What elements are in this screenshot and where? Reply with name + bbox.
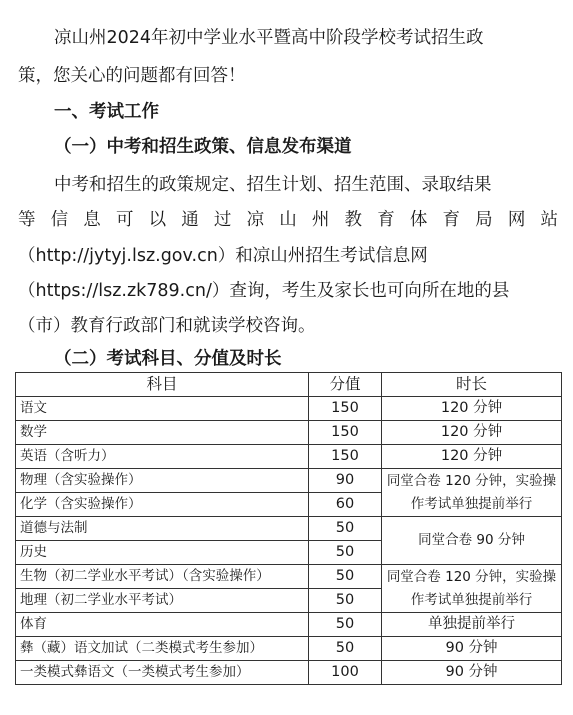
header-score: 分值 (309, 373, 382, 397)
table-row (16, 421, 562, 445)
subject-cell: 英语（含听力） (16, 445, 309, 469)
subject-cell: 道德与法制 (16, 517, 309, 541)
score-cell: 150 (309, 421, 382, 445)
header-subject: 科目 (16, 373, 309, 397)
score-cell: 60 (309, 493, 382, 517)
subject-cell: 一类模式彝语文（一类模式考生参加） (16, 661, 309, 685)
table-row (16, 661, 562, 685)
subject-cell: 历史 (16, 541, 309, 565)
score-cell: 150 (309, 397, 382, 421)
table-header-row (16, 373, 562, 397)
duration-cell: 单独提前举行 (382, 613, 562, 637)
score-cell: 50 (309, 589, 382, 613)
score-cell: 50 (309, 565, 382, 589)
subsection-heading-2: （二）考试科目、分值及时长 (54, 349, 282, 369)
table-row (16, 469, 562, 493)
subsection-heading-1: （一）中考和招生政策、信息发布渠道 (54, 137, 352, 157)
duration-cell: 120 分钟 (382, 445, 562, 469)
header-duration: 时长 (382, 373, 562, 397)
intro-line-1: 凉山州2024年初中学业水平暨高中阶段学校考试招生政 (54, 28, 484, 48)
duration-cell: 90 分钟 (382, 637, 562, 661)
score-cell: 50 (309, 613, 382, 637)
subject-cell: 地理（初二学业水平考试） (16, 589, 309, 613)
score-cell: 50 (309, 517, 382, 541)
paragraph-line-4: （https://lsz.zk789.cn/）查询，考生及家长也可向所在地的县 (18, 281, 510, 301)
merged-duration-note: 同堂合卷 120 分钟，实验操作考试单独提前举行 (382, 565, 562, 613)
merged-duration-note: 同堂合卷 120 分钟，实验操作考试单独提前举行 (382, 469, 562, 517)
subject-cell: 数学 (16, 421, 309, 445)
subject-cell: 物理（含实验操作） (16, 469, 309, 493)
table-row (16, 517, 562, 541)
table-row (16, 445, 562, 469)
score-cell: 150 (309, 445, 382, 469)
paragraph-line-1: 中考和招生的政策规定、招生计划、招生范围、录取结果 (54, 175, 492, 195)
duration-cell: 120 分钟 (382, 397, 562, 421)
score-cell: 90 (309, 469, 382, 493)
score-cell: 100 (309, 661, 382, 685)
subject-cell: 体育 (16, 613, 309, 637)
table-row (16, 565, 562, 589)
subject-cell: 化学（含实验操作） (16, 493, 309, 517)
paragraph-line-5: （市）教育行政部门和就读学校咨询。 (18, 316, 316, 336)
subject-cell: 生物（初二学业水平考试）（含实验操作） (16, 565, 309, 589)
section-heading: 一、考试工作 (54, 102, 159, 122)
intro-line-2: 策，您关心的问题都有回答！ (18, 66, 246, 86)
paragraph-line-3: （http://jytyj.lsz.gov.cn）和凉山州招生考试信息网 (18, 246, 428, 266)
exam-subjects-table (15, 372, 562, 685)
duration-cell: 120 分钟 (382, 421, 562, 445)
score-cell: 50 (309, 637, 382, 661)
score-cell: 50 (309, 541, 382, 565)
duration-cell: 90 分钟 (382, 661, 562, 685)
table-row (16, 637, 562, 661)
table-row (16, 613, 562, 637)
merged-duration-note: 同堂合卷 90 分钟 (382, 517, 562, 565)
paragraph-line-2: 等信息可以通过凉山州教育体育局网站 (18, 210, 558, 230)
table-row (16, 397, 562, 421)
subject-cell: 彝（藏）语文加试（二类模式考生参加） (16, 637, 309, 661)
subject-cell: 语文 (16, 397, 309, 421)
